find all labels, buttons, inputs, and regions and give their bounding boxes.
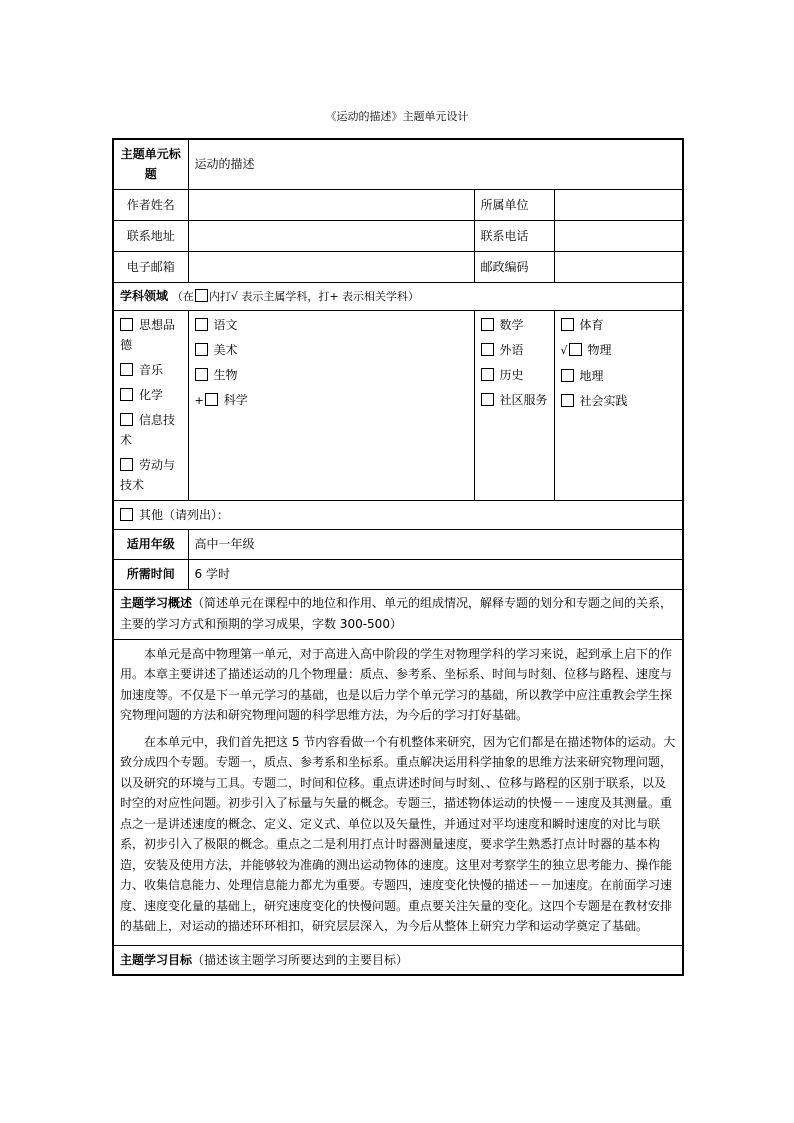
hours-row — [113, 559, 683, 589]
checkbox-icon[interactable] — [481, 393, 494, 406]
organization-label: 所属单位 — [474, 189, 554, 220]
subject-header-hint-2: 内打√ 表示主属学科，打+ 表示相关学科） — [208, 289, 420, 303]
address-label: 联系地址 — [113, 220, 188, 251]
subject-header — [113, 282, 683, 310]
goals-header-row — [113, 945, 683, 975]
subject-option[interactable]: 历史 — [481, 365, 548, 385]
checkbox-icon[interactable] — [120, 318, 133, 331]
checkbox-icon[interactable] — [120, 413, 133, 426]
overview-paragraph-1: 本单元是高中物理第一单元，对于高进入高中阶段的学生对物理学科的学习来说，起到承上启下的作用。本章主要讲述了描述运动的几个物理量：质点、参考系、坐标系、时间与时刻、位移与路程、速度与加速度等。不仅是下一单元学习的基础，也是以后力学个单元学习的基础，所以教学中应注重教会学生探究物理问题的方法和研究物理问题的科学思维方法，为今后的学习打好基础。 — [120, 646, 673, 722]
design-form-table — [112, 138, 684, 976]
phone-label: 联系电话 — [474, 220, 554, 251]
checkbox-icon[interactable] — [481, 318, 494, 331]
subject-option[interactable]: 劳动与技术 — [120, 457, 176, 492]
zip-label: 邮政编码 — [474, 251, 554, 282]
author-name-field[interactable] — [188, 189, 474, 220]
document-title: 《运动的描述》主题单元设计 — [325, 110, 469, 123]
subject-option[interactable]: 体育 — [561, 315, 677, 335]
email-row — [113, 251, 683, 282]
related-mark: + — [194, 393, 204, 407]
checkbox-icon[interactable] — [481, 343, 494, 356]
overview-body[interactable] — [113, 639, 683, 945]
other-subject-row — [113, 500, 683, 529]
goals-title: 主题学习目标 — [120, 952, 193, 967]
subject-option[interactable]: 生物 — [195, 365, 468, 385]
goals-hint: （描述该主题学习所要达到的主要目标） — [192, 952, 409, 967]
zip-field[interactable] — [554, 251, 683, 282]
organization-field[interactable] — [554, 189, 683, 220]
overview-header-row — [113, 589, 683, 639]
topic-title-row — [113, 139, 683, 189]
subject-option[interactable]: 数学 — [481, 315, 548, 335]
subject-option[interactable]: + 科学 — [194, 392, 248, 407]
checkbox-icon[interactable] — [195, 368, 208, 381]
subject-option[interactable]: 社区服务 — [481, 390, 548, 410]
subject-options-row — [113, 310, 683, 500]
checkbox-icon[interactable] — [120, 458, 133, 471]
subject-header-hint-1: （在 — [171, 289, 194, 303]
main-subject-checkmark: √ — [560, 343, 568, 357]
email-label: 电子邮箱 — [113, 251, 188, 282]
other-subject-cell[interactable] — [113, 500, 683, 529]
checkbox-icon[interactable] — [561, 394, 574, 407]
checkbox-icon[interactable] — [561, 369, 574, 382]
author-row — [113, 189, 683, 220]
subject-col-4 — [554, 310, 683, 500]
hours-value[interactable]: 6 学时 — [188, 559, 683, 589]
subject-option[interactable]: 美术 — [195, 340, 468, 360]
address-field[interactable] — [188, 220, 474, 251]
grade-label: 适用年级 — [113, 529, 188, 559]
subject-option[interactable]: 外语 — [481, 340, 548, 360]
subject-option[interactable]: 语文 — [195, 315, 468, 335]
other-subject-label: 其他（请列出）： — [139, 507, 230, 522]
subject-header-title: 学科领域 — [120, 288, 169, 303]
subject-option[interactable]: 化学 — [120, 385, 182, 405]
topic-title-value[interactable]: 运动的描述 — [188, 139, 683, 189]
subject-col-3 — [474, 310, 554, 500]
subject-option[interactable]: 地理 — [561, 366, 677, 386]
checkbox-icon[interactable] — [561, 318, 574, 331]
checkbox-icon[interactable] — [205, 393, 218, 406]
grade-row — [113, 529, 683, 559]
checkbox-icon[interactable] — [195, 343, 208, 356]
overview-paragraph-2: 在本单元中，我们首先把这 5 节内容看做一个有机整体来研究，因为它们都是在描述物体的运动。大致分成四个专题。专题一，质点、参考系和坐标系。重点解决运用科学抽象的思维方法来研究物理问题，以及研究的环境与工具。专题二，时间和位移。重点讲述时间与时刻、、位移与路程的区别于联系，以及时空的对应性问题。初步引入了标量与矢量的概念。专题三，描述物体运动的快慢－－速度及其测量。重点之一是讲述速度的概念、定义、定义式、单位以及矢量性，并通过对平均速度和瞬时速度的对比与联系，初步引入了极限的概念。重点之二是利用打点计时器测量速度，要求学生熟悉打点计时器的基本构造，安装及使用方法，并能够较为准确的测出运动物体的速度。这里对考察学生的独立思考能力、操作能力、收集信息能力、处理信息能力都尤为重要。专题四，速度变化快慢的描述－－加速度。在前面学习速度、速度变化量的基础上，研究速度变化的快慢问题。重点要关注矢量的变化。这四个专题是在教材安排的基础上，对运动的描述环环相扣，研究层层深入，为今后从整体上研究力学和运动学奠定了基础。 — [120, 734, 676, 933]
overview-body-row — [113, 639, 683, 945]
subject-header-row — [113, 282, 683, 310]
subject-option[interactable]: 社会实践 — [561, 391, 677, 411]
author-name-label: 作者姓名 — [113, 189, 188, 220]
checkbox-icon[interactable] — [481, 368, 494, 381]
email-field[interactable] — [188, 251, 474, 282]
phone-field[interactable] — [554, 220, 683, 251]
subject-option[interactable]: 音乐 — [120, 360, 182, 380]
overview-title: 主题学习概述 — [120, 596, 193, 610]
topic-title-label: 主题单元标题 — [113, 139, 188, 189]
checkbox-icon[interactable] — [120, 508, 133, 521]
subject-option[interactable]: 信息技术 — [120, 412, 176, 447]
overview-header — [113, 589, 683, 639]
checkbox-icon[interactable] — [195, 318, 208, 331]
checkbox-icon[interactable] — [120, 388, 133, 401]
subject-option[interactable]: √ 物理 — [560, 342, 612, 357]
address-row — [113, 220, 683, 251]
overview-hint: （简述单元在课程中的地位和作用、单元的组成情况，解释专题的划分和专题之间的关系，主要的学习方式和预期的学习成果，字数 300-500） — [120, 596, 673, 631]
hours-label: 所需时间 — [113, 559, 188, 589]
subject-option[interactable]: 思想品德 — [120, 317, 176, 352]
checkbox-sample-icon — [195, 289, 208, 302]
subject-col-1 — [113, 310, 188, 500]
goals-header — [113, 945, 683, 975]
checkbox-icon[interactable] — [120, 363, 133, 376]
checkbox-icon[interactable] — [569, 343, 582, 356]
subject-col-2 — [188, 310, 474, 500]
grade-value[interactable]: 高中一年级 — [188, 529, 683, 559]
